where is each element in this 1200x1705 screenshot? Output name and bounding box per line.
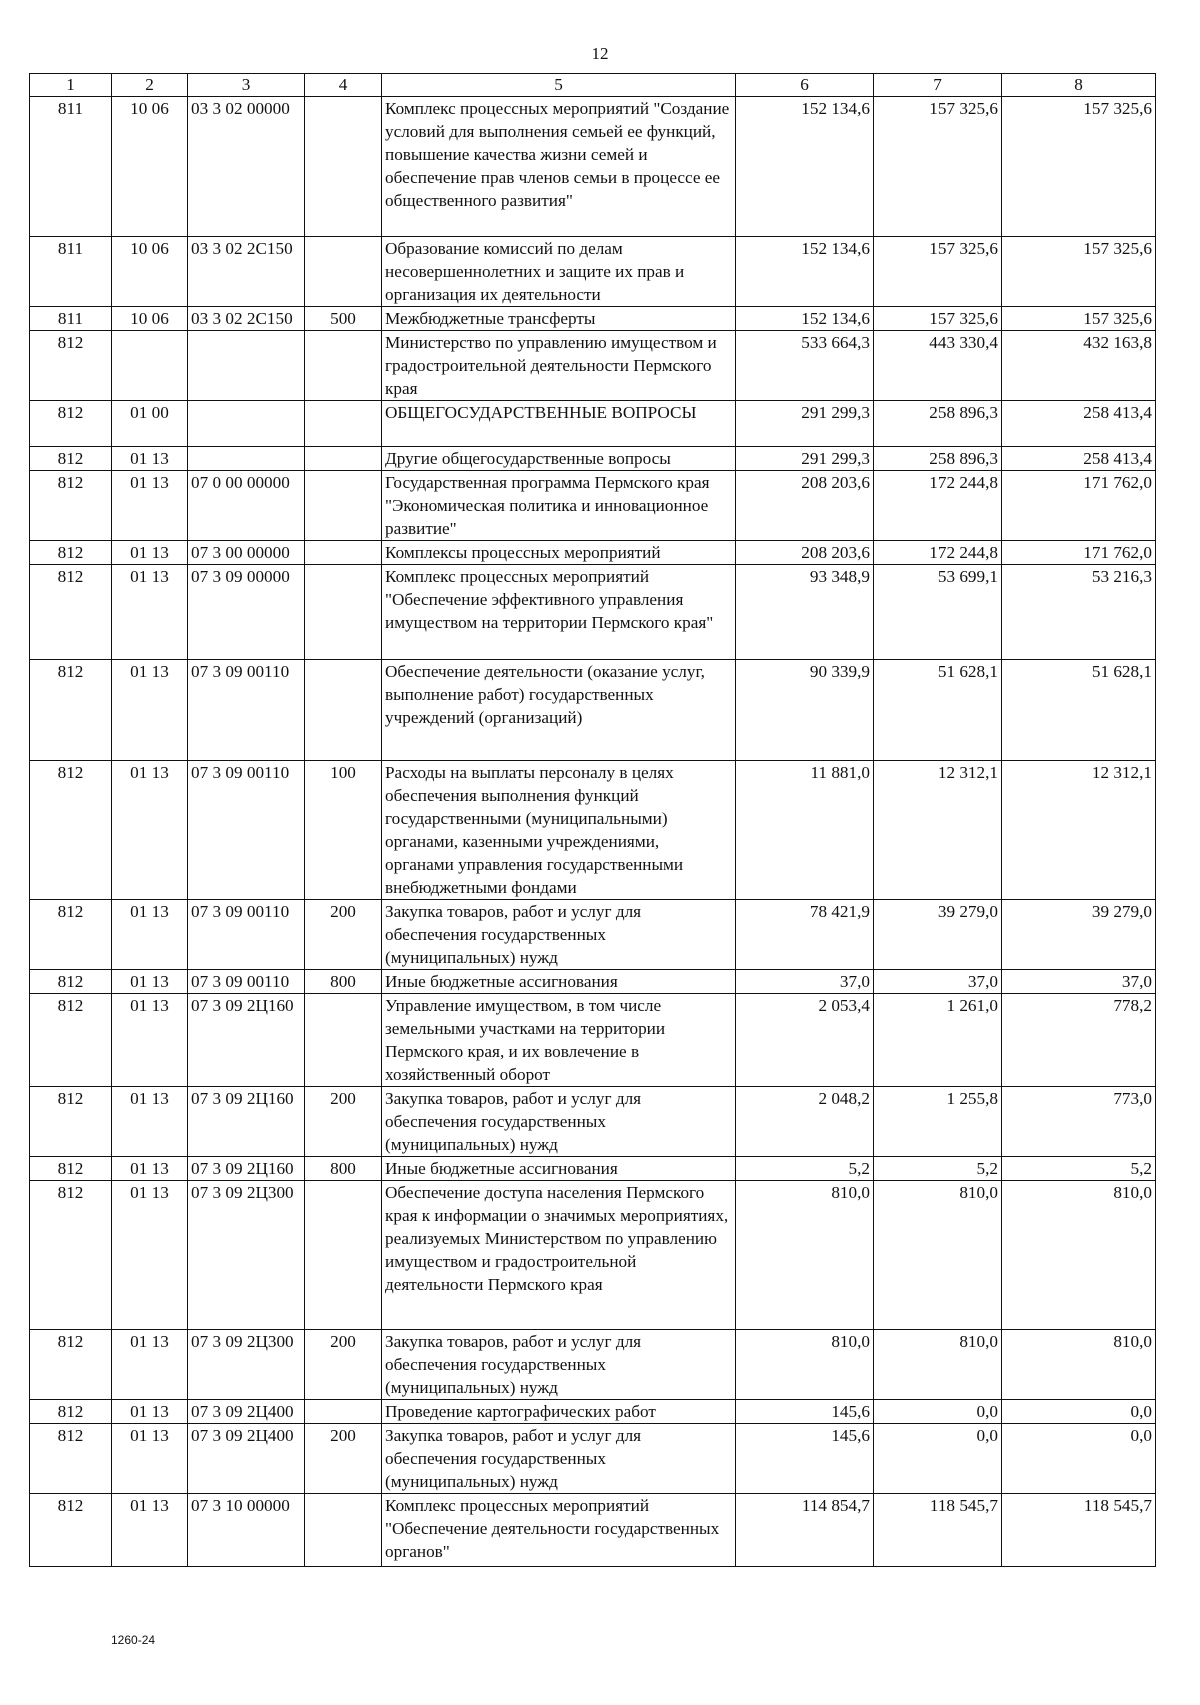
- target-article-code: 07 3 09 2Ц400: [188, 1400, 305, 1424]
- expense-type-code: [305, 660, 382, 761]
- amount-col-8: 0,0: [1002, 1400, 1156, 1424]
- table-row: [30, 994, 1156, 1087]
- item-name: Межбюджетные трансферты: [382, 307, 736, 331]
- column-number: 1: [30, 74, 112, 97]
- target-article-code: 07 3 09 2Ц160: [188, 1087, 305, 1157]
- expense-type-code: 100: [305, 761, 382, 900]
- amount-col-8: 778,2: [1002, 994, 1156, 1087]
- section-code: 01 13: [112, 1494, 188, 1567]
- amount-col-6: 37,0: [736, 970, 874, 994]
- document-code: 1260-24: [111, 1633, 156, 1647]
- ministry-code: 812: [30, 541, 112, 565]
- expense-type-code: 200: [305, 1087, 382, 1157]
- expense-type-code: [305, 565, 382, 660]
- amount-col-6: 810,0: [736, 1330, 874, 1400]
- section-code: 01 13: [112, 1330, 188, 1400]
- amount-col-8: 37,0: [1002, 970, 1156, 994]
- item-name: Закупка товаров, работ и услуг для обеспечения государственных (муниципальных) нужд: [382, 900, 736, 970]
- amount-col-6: 208 203,6: [736, 541, 874, 565]
- amount-col-8: 118 545,7: [1002, 1494, 1156, 1567]
- section-code: 01 13: [112, 900, 188, 970]
- amount-col-7: 5,2: [874, 1157, 1002, 1181]
- item-name: Комплекс процессных мероприятий "Обеспечение деятельности государственных органов": [382, 1494, 736, 1567]
- table-row: [30, 541, 1156, 565]
- ministry-code: 811: [30, 237, 112, 307]
- target-article-code: 07 3 09 00110: [188, 761, 305, 900]
- amount-col-8: 12 312,1: [1002, 761, 1156, 900]
- ministry-code: 812: [30, 447, 112, 471]
- target-article-code: [188, 447, 305, 471]
- amount-col-6: 152 134,6: [736, 307, 874, 331]
- amount-col-7: 810,0: [874, 1181, 1002, 1330]
- ministry-code: 812: [30, 994, 112, 1087]
- expense-type-code: [305, 541, 382, 565]
- amount-col-7: 157 325,6: [874, 97, 1002, 237]
- item-name: Государственная программа Пермского края "Экономическая политика и инновационное развитие": [382, 471, 736, 541]
- expense-type-code: [305, 331, 382, 401]
- item-name: Проведение картографических работ: [382, 1400, 736, 1424]
- amount-col-7: 157 325,6: [874, 237, 1002, 307]
- amount-col-8: 53 216,3: [1002, 565, 1156, 660]
- item-name: Закупка товаров, работ и услуг для обеспечения государственных (муниципальных) нужд: [382, 1424, 736, 1494]
- table-row: [30, 1494, 1156, 1567]
- item-name: Иные бюджетные ассигнования: [382, 970, 736, 994]
- amount-col-8: 258 413,4: [1002, 447, 1156, 471]
- amount-col-6: 2 053,4: [736, 994, 874, 1087]
- target-article-code: 03 3 02 2С150: [188, 237, 305, 307]
- amount-col-6: 152 134,6: [736, 97, 874, 237]
- target-article-code: 07 3 09 00110: [188, 970, 305, 994]
- amount-col-6: 208 203,6: [736, 471, 874, 541]
- table-row: [30, 565, 1156, 660]
- expense-type-code: [305, 1400, 382, 1424]
- page-number: 12: [591, 44, 609, 63]
- amount-col-6: 2 048,2: [736, 1087, 874, 1157]
- section-code: 10 06: [112, 97, 188, 237]
- ministry-code: 812: [30, 761, 112, 900]
- amount-col-8: 773,0: [1002, 1087, 1156, 1157]
- ministry-code: 812: [30, 1424, 112, 1494]
- item-name: Другие общегосударственные вопросы: [382, 447, 736, 471]
- expense-type-code: [305, 1494, 382, 1567]
- expense-type-code: [305, 471, 382, 541]
- table-row: [30, 1400, 1156, 1424]
- amount-col-6: 78 421,9: [736, 900, 874, 970]
- amount-col-7: 0,0: [874, 1400, 1002, 1424]
- amount-col-8: 0,0: [1002, 1424, 1156, 1494]
- target-article-code: 07 3 09 2Ц160: [188, 994, 305, 1087]
- amount-col-6: 533 664,3: [736, 331, 874, 401]
- table-row: [30, 471, 1156, 541]
- expense-type-code: [305, 994, 382, 1087]
- amount-col-6: 114 854,7: [736, 1494, 874, 1567]
- amount-col-6: 291 299,3: [736, 447, 874, 471]
- section-code: 01 13: [112, 565, 188, 660]
- column-number: 7: [874, 74, 1002, 97]
- item-name: ОБЩЕГОСУДАРСТВЕННЫЕ ВОПРОСЫ: [382, 401, 736, 447]
- ministry-code: 812: [30, 565, 112, 660]
- column-number: 2: [112, 74, 188, 97]
- item-name: Комплексы процессных мероприятий: [382, 541, 736, 565]
- target-article-code: 07 3 09 2Ц300: [188, 1330, 305, 1400]
- ministry-code: 812: [30, 1330, 112, 1400]
- amount-col-8: 810,0: [1002, 1330, 1156, 1400]
- table-row: [30, 900, 1156, 970]
- expense-type-code: 800: [305, 1157, 382, 1181]
- amount-col-8: 5,2: [1002, 1157, 1156, 1181]
- budget-table: [29, 73, 1156, 1567]
- amount-col-7: 172 244,8: [874, 541, 1002, 565]
- ministry-code: 812: [30, 1400, 112, 1424]
- item-name: Закупка товаров, работ и услуг для обеспечения государственных (муниципальных) нужд: [382, 1087, 736, 1157]
- amount-col-8: 258 413,4: [1002, 401, 1156, 447]
- amount-col-8: 157 325,6: [1002, 307, 1156, 331]
- column-number: 8: [1002, 74, 1156, 97]
- ministry-code: 812: [30, 401, 112, 447]
- amount-col-7: 258 896,3: [874, 401, 1002, 447]
- amount-col-7: 172 244,8: [874, 471, 1002, 541]
- section-code: 01 13: [112, 1087, 188, 1157]
- amount-col-8: 39 279,0: [1002, 900, 1156, 970]
- target-article-code: 07 0 00 00000: [188, 471, 305, 541]
- amount-col-7: 12 312,1: [874, 761, 1002, 900]
- amount-col-8: 171 762,0: [1002, 541, 1156, 565]
- ministry-code: 811: [30, 97, 112, 237]
- table-row: [30, 1330, 1156, 1400]
- amount-col-7: 37,0: [874, 970, 1002, 994]
- section-code: 01 13: [112, 761, 188, 900]
- column-number: 6: [736, 74, 874, 97]
- section-code: 01 00: [112, 401, 188, 447]
- item-name: Закупка товаров, работ и услуг для обеспечения государственных (муниципальных) нужд: [382, 1330, 736, 1400]
- amount-col-7: 118 545,7: [874, 1494, 1002, 1567]
- table-row: [30, 331, 1156, 401]
- target-article-code: 07 3 09 2Ц400: [188, 1424, 305, 1494]
- section-code: 01 13: [112, 1181, 188, 1330]
- target-article-code: 03 3 02 00000: [188, 97, 305, 237]
- item-name: Обеспечение доступа населения Пермского края к информации о значимых мероприятиях, реализуемых Министерством по управлению имуществом и градостроительной деятельности Пермского края: [382, 1181, 736, 1330]
- amount-col-6: 5,2: [736, 1157, 874, 1181]
- ministry-code: 812: [30, 660, 112, 761]
- ministry-code: 812: [30, 331, 112, 401]
- amount-col-7: 443 330,4: [874, 331, 1002, 401]
- section-code: 01 13: [112, 970, 188, 994]
- target-article-code: 07 3 09 2Ц160: [188, 1157, 305, 1181]
- item-name: Комплекс процессных мероприятий "Создание условий для выполнения семьей ее функций, повышение качества жизни семей и обеспечение прав членов семьи в процессе ее общественного развития": [382, 97, 736, 237]
- ministry-code: 812: [30, 1157, 112, 1181]
- target-article-code: [188, 331, 305, 401]
- column-number: 4: [305, 74, 382, 97]
- ministry-code: 812: [30, 471, 112, 541]
- amount-col-8: 432 163,8: [1002, 331, 1156, 401]
- table-row: [30, 401, 1156, 447]
- target-article-code: 07 3 00 00000: [188, 541, 305, 565]
- expense-type-code: [305, 447, 382, 471]
- target-article-code: 07 3 09 00110: [188, 900, 305, 970]
- amount-col-7: 39 279,0: [874, 900, 1002, 970]
- target-article-code: 07 3 09 00000: [188, 565, 305, 660]
- amount-col-7: 0,0: [874, 1424, 1002, 1494]
- expense-type-code: 200: [305, 1424, 382, 1494]
- amount-col-8: 810,0: [1002, 1181, 1156, 1330]
- section-code: 01 13: [112, 447, 188, 471]
- section-code: 01 13: [112, 660, 188, 761]
- amount-col-7: 1 261,0: [874, 994, 1002, 1087]
- table-row: [30, 1181, 1156, 1330]
- section-code: 01 13: [112, 541, 188, 565]
- amount-col-6: 810,0: [736, 1181, 874, 1330]
- table-row: [30, 237, 1156, 307]
- target-article-code: 07 3 09 2Ц300: [188, 1181, 305, 1330]
- column-number: 5: [382, 74, 736, 97]
- amount-col-6: 291 299,3: [736, 401, 874, 447]
- expense-type-code: 200: [305, 900, 382, 970]
- target-article-code: 07 3 09 00110: [188, 660, 305, 761]
- ministry-code: 812: [30, 1181, 112, 1330]
- section-code: 01 13: [112, 1400, 188, 1424]
- section-code: 01 13: [112, 1157, 188, 1181]
- amount-col-8: 157 325,6: [1002, 237, 1156, 307]
- ministry-code: 812: [30, 900, 112, 970]
- target-article-code: 07 3 10 00000: [188, 1494, 305, 1567]
- table-row: [30, 970, 1156, 994]
- target-article-code: 03 3 02 2С150: [188, 307, 305, 331]
- ministry-code: 811: [30, 307, 112, 331]
- table-row: [30, 761, 1156, 900]
- column-number: 3: [188, 74, 305, 97]
- item-name: Иные бюджетные ассигнования: [382, 1157, 736, 1181]
- table-row: [30, 447, 1156, 471]
- amount-col-7: 1 255,8: [874, 1087, 1002, 1157]
- section-code: 01 13: [112, 471, 188, 541]
- table-row: [30, 97, 1156, 237]
- table-row: [30, 660, 1156, 761]
- expense-type-code: 500: [305, 307, 382, 331]
- section-code: 01 13: [112, 994, 188, 1087]
- table-row: [30, 1157, 1156, 1181]
- amount-col-7: 51 628,1: [874, 660, 1002, 761]
- amount-col-6: 145,6: [736, 1400, 874, 1424]
- target-article-code: [188, 401, 305, 447]
- expense-type-code: [305, 237, 382, 307]
- table-row: [30, 1424, 1156, 1494]
- amount-col-7: 157 325,6: [874, 307, 1002, 331]
- item-name: Управление имуществом, в том числе земельными участками на территории Пермского края, и их вовлечение в хозяйственный оборот: [382, 994, 736, 1087]
- amount-col-6: 93 348,9: [736, 565, 874, 660]
- amount-col-6: 145,6: [736, 1424, 874, 1494]
- item-name: Образование комиссий по делам несовершеннолетних и защите их прав и организация их деятельности: [382, 237, 736, 307]
- expense-type-code: [305, 401, 382, 447]
- section-code: 10 06: [112, 237, 188, 307]
- section-code: 10 06: [112, 307, 188, 331]
- amount-col-6: 90 339,9: [736, 660, 874, 761]
- expense-type-code: [305, 97, 382, 237]
- item-name: Министерство по управлению имуществом и градостроительной деятельности Пермского края: [382, 331, 736, 401]
- item-name: Расходы на выплаты персоналу в целях обеспечения выполнения функций государственными (муниципальными) органами, казенными учреждениями, органами управления государственными внебюджетными фондами: [382, 761, 736, 900]
- amount-col-7: 258 896,3: [874, 447, 1002, 471]
- amount-col-7: 810,0: [874, 1330, 1002, 1400]
- section-code: [112, 331, 188, 401]
- amount-col-8: 51 628,1: [1002, 660, 1156, 761]
- item-name: Комплекс процессных мероприятий "Обеспечение эффективного управления имуществом на территории Пермского края": [382, 565, 736, 660]
- section-code: 01 13: [112, 1424, 188, 1494]
- amount-col-8: 171 762,0: [1002, 471, 1156, 541]
- expense-type-code: [305, 1181, 382, 1330]
- expense-type-code: 800: [305, 970, 382, 994]
- column-number-row: [30, 74, 1156, 97]
- ministry-code: 812: [30, 1494, 112, 1567]
- table-row: [30, 1087, 1156, 1157]
- ministry-code: 812: [30, 1087, 112, 1157]
- table-row: [30, 307, 1156, 331]
- amount-col-6: 11 881,0: [736, 761, 874, 900]
- amount-col-8: 157 325,6: [1002, 97, 1156, 237]
- ministry-code: 812: [30, 970, 112, 994]
- expense-type-code: 200: [305, 1330, 382, 1400]
- amount-col-6: 152 134,6: [736, 237, 874, 307]
- amount-col-7: 53 699,1: [874, 565, 1002, 660]
- item-name: Обеспечение деятельности (оказание услуг, выполнение работ) государственных учреждений (организаций): [382, 660, 736, 761]
